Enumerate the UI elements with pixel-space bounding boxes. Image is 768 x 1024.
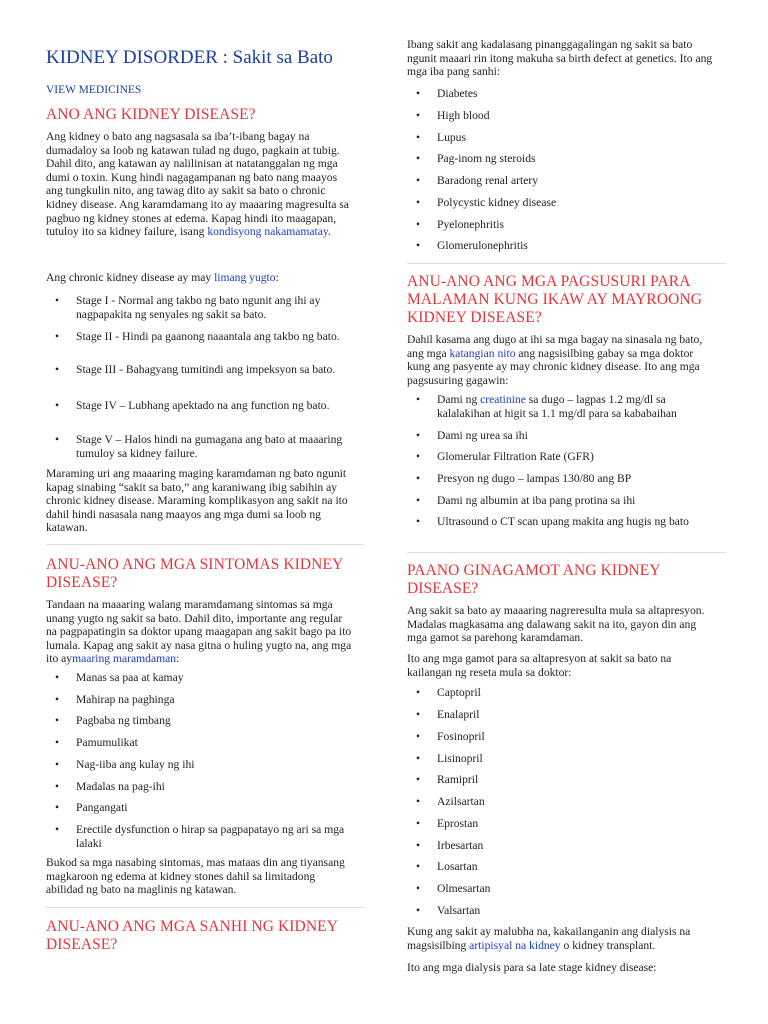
bullet: • [55,363,60,376]
link-limang-yugto[interactable]: limang yugto [214,271,276,284]
link-katangian-nito[interactable]: katangian nito [449,346,516,360]
list-item: • Azilsartan [416,795,485,808]
bullet: • [416,730,421,743]
list-item: • Stage II - Hindi pa gaanong naaantala ang takbo ng bato. [55,330,340,343]
list-item: • Dami ng albumin at iba pang protina sa ihi [416,494,636,507]
paragraph-dialysis-types: Ito ang mga dialysis para sa late stage kidney disease: [407,961,657,974]
bullet: • [55,294,60,307]
paragraph-maraming-uri: Maraming uri ang maaaring maging karamdaman ng bato ngunit kapag sinabing “sakit sa bato,” ang karaniwang ibig sabihin ay chronic kidney disease. Maraming komplikasyon ang sakit na ito dahil hindi nasasala nang maayos ang mga dumi sa loob ng katawan. [46,467,348,535]
bullet: • [416,239,421,252]
heading-sanhi: ANU-ANO ANG MGA SANHI NG KIDNEY DISEASE? [46,918,338,953]
paragraph-pagsusuri-intro: Dahil kasama ang dugo at ihi sa mga bagay na sinasala ng bato, ang mga katangian nito ang nagsisilbing gabay sa mga doktor kung ang pasyente ay may chronic kidney disease. Ito ang mga pagsusuring gagawin: [407,333,703,387]
section-divider [46,907,364,908]
bullet: • [416,773,421,786]
bullet: • [416,131,421,144]
list-item: • Baradong renal artery [416,174,539,187]
list-item: • Losartan [416,860,478,873]
bullet: • [55,780,60,793]
view-medicines-link[interactable]: VIEW MEDICINES [46,84,142,96]
paragraph-gamot-intro: Ito ang mga gamot para sa altapresyon at sakit sa bato na kailangan ng reseta mula sa doktor: [407,652,672,679]
list-item: • Lupus [416,131,466,144]
list-item: • Eprostan [416,817,479,830]
link-maaring-maramdaman[interactable]: maaring maramdaman [72,652,177,666]
bullet: • [55,693,60,706]
bullet: • [416,839,421,852]
bullet: • [55,736,60,749]
paragraph-stages-intro: Ang chronic kidney disease ay may limang yugto: [46,271,279,284]
link-creatinine[interactable]: creatinine [480,393,526,406]
paragraph-sanhi-intro: Ibang sakit ang kadalasang pinanggagalingan ng sakit sa bato ngunit maaari rin itong makuha sa birth defect at genetics. Ito ang mga iba pang sanhi: [407,38,713,79]
heading-pagsusuri: ANU-ANO ANG MGA PAGSUSURI PARA MALAMAN KUNG IKAW AY MAYROONG KIDNEY DISEASE? [407,273,703,326]
paragraph-kidney-definition: Ang kidney o bato ang nagsasala sa iba’t-ibang bagay na dumadaloy sa loob ng katawan tulad ng dugo, pagkain at tubig. Dahil dito, ang katawan ay nalilinisan at natatanggalan ng mga dumi o toxin. Kung hindi nagagampanan ng bato nang maayos ang tungkulin nito, ang tawag dito ay sakit sa bato o chronic kidney disease. Ang karamdamang ito ay maaaring magresulta sa pagbuo ng kidney stones at edema. Kapag hindi ito maagapan, tutuloy ito sa kidney failure, isang kondisyong nakamamatay. [46,130,349,239]
list-item: • Ramipril [416,773,479,786]
list-item: • Pangangati [55,801,128,814]
list-item: • Irbesartan [416,839,484,852]
list-item: • Presyon ng dugo – lampas 130/80 ang BP [416,472,632,485]
list-item: • Erectile dysfunction o hirap sa pagpapatayo ng ari sa mga lalaki [55,823,345,850]
list-item: • Pagbaba ng timbang [55,714,171,727]
list-item: • Ultrasound o CT scan upang makita ang hugis ng bato [416,515,689,528]
list-item: • Nag-iiba ang kulay ng ihi [55,758,195,771]
list-item: • Enalapril [416,708,480,721]
list-item: • Lisinopril [416,752,483,765]
bullet: • [416,152,421,165]
list-item: • Pyelonephritis [416,218,504,231]
bullet: • [55,399,60,412]
list-item: • Polycystic kidney disease [416,196,557,209]
bullet: • [416,174,421,187]
paragraph-altapresyon: Ang sakit sa bato ay maaaring nagreresulta mula sa altapresyon. Madalas magkasama ang dalawang sakit na ito, gayon din ang mga gamot sa parehong karamdaman. [407,604,705,645]
bullet: • [55,823,60,836]
bullet: • [416,218,421,231]
bullet: • [55,758,60,771]
bullet: • [416,196,421,209]
bullet: • [416,494,421,507]
section-divider [407,552,725,553]
bullet: • [416,752,421,765]
bullet: • [416,429,421,442]
bullet: • [55,330,60,343]
list-item: • Manas sa paa at kamay [55,671,184,684]
list-item: • Mahirap na paghinga [55,693,175,706]
list-item: • Valsartan [416,904,481,917]
section-divider [407,263,725,264]
page-title: KIDNEY DISORDER : Sakit sa Bato [46,47,333,68]
bullet: • [416,393,421,406]
heading-ano-ang-kidney-disease: ANO ANG KIDNEY DISEASE? [46,106,256,123]
list-item: • Dami ng urea sa ihi [416,429,528,442]
list-item: • Dami ng creatinine sa dugo – lagpas 1.2 mg/dl sa kalalakihan at higit sa 1.1 mg/dl para sa kababaihan [416,393,677,420]
bullet: • [416,686,421,699]
bullet: • [416,515,421,528]
list-item: • Pag-inom ng steroids [416,152,536,165]
link-artipisyal-na-kidney[interactable]: artipisyal na kidney [469,938,561,952]
heading-sintomas: ANU-ANO ANG MGA SINTOMAS KIDNEY DISEASE? [46,556,343,591]
list-item: • Glomerular Filtration Rate (GFR) [416,450,594,463]
bullet: • [416,450,421,463]
paragraph-sintomas-intro: Tandaan na maaaring walang maramdamang sintomas sa mga unang yugto ng sakit sa bato. Dahil dito, importante ang regular na pagpapatingin sa doktor upang maagapan ang sakit bago pa ito lumala. Kapag ang sakit ay nasa gitna o huling yugto na, ang mga ito aymaaring maramdaman: [46,598,352,666]
bullet: • [416,87,421,100]
list-item: • Madalas na pag-ihi [55,780,165,793]
list-item: • Glomerulonephritis [416,239,528,252]
bullet: • [55,714,60,727]
list-item: • Captopril [416,686,481,699]
list-item: • Olmesartan [416,882,491,895]
bullet: • [416,472,421,485]
link-kondisyong-nakamamatay[interactable]: kondisyong nakamamatay [207,225,328,239]
list-item: • Fosinopril [416,730,485,743]
list-item: • Diabetes [416,87,478,100]
bullet: • [55,671,60,684]
paragraph-dialysis: Kung ang sakit ay malubha na, kakailanganin ang dialysis na magsisilbing artipisyal na kidney o kidney transplant. [407,925,691,952]
bullet: • [416,904,421,917]
bullet: • [416,817,421,830]
paragraph-bukod-sa-sintomas: Bukod sa mga nasabing sintomas, mas mataas din ang tiyansang magkaroon ng edema at kidney stones dahil sa limitadong abilidad ng bato na maglinis ng katawan. [46,856,345,897]
list-item: • Stage III - Bahagyang tumitindi ang impeksyon sa bato. [55,363,336,376]
bullet: • [416,708,421,721]
list-item: • Pamumulikat [55,736,138,749]
heading-gamot: PAANO GINAGAMOT ANG KIDNEY DISEASE? [407,562,661,597]
section-divider [46,544,364,545]
list-item: • Stage V – Halos hindi na gumagana ang bato at maaaring tumuloy sa kidney failure. [55,433,343,460]
bullet: • [416,795,421,808]
list-item: • High blood [416,109,490,122]
bullet: • [416,860,421,873]
list-item: • Stage IV – Lubhang apektado na ang function ng bato. [55,399,330,412]
bullet: • [55,433,60,446]
bullet: • [55,801,60,814]
bullet: • [416,882,421,895]
bullet: • [416,109,421,122]
list-item: • Stage I - Normal ang takbo ng bato ngunit ang ihi ay nagpapakita ng senyales ng sakit sa bato. [55,294,321,321]
